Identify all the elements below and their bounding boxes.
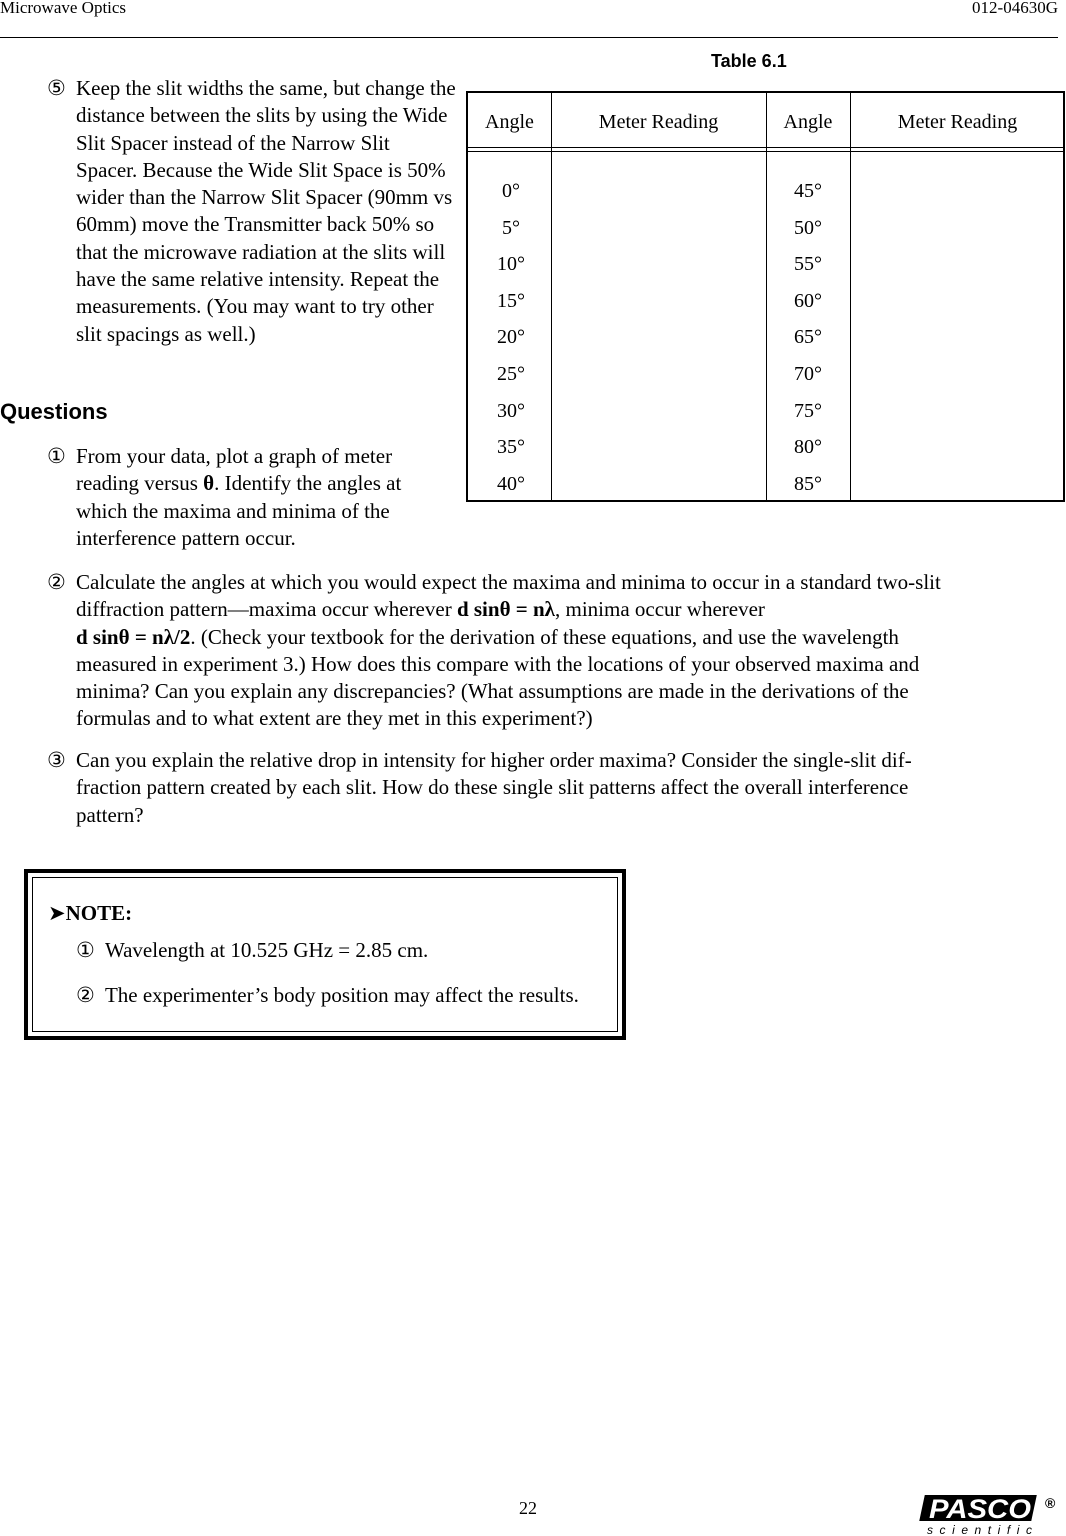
question-3-text: Can you explain the relative drop in intensity for higher order maxima? Consider the single-slit dif-fraction pattern created by each slit. How do these single slit patterns affect the overall interference pattern?: [76, 748, 912, 827]
table-header-rule: [468, 147, 1063, 148]
angle-cell: 60°: [794, 289, 822, 312]
note-item-2-number: ②: [76, 983, 95, 1007]
note-item-1-number: ①: [76, 938, 95, 962]
note-box: [24, 869, 626, 1040]
theta-symbol: θ: [203, 471, 215, 496]
table-title: Table 6.1: [711, 51, 787, 71]
angle-cell: 80°: [794, 436, 822, 459]
question-2-number: ②: [47, 570, 66, 594]
running-header-doc-number: 012-04630G: [972, 0, 1058, 17]
angle-cell: 5°: [502, 216, 520, 239]
table-header-meter-reading: Meter Reading: [598, 111, 719, 133]
angle-column-left: [468, 173, 554, 502]
header-rule: [0, 37, 1058, 38]
registered-mark: ®: [1045, 1495, 1056, 1511]
angle-cell: 35°: [497, 436, 525, 459]
question-2-part: , minima occur wherever: [555, 597, 765, 622]
note-item-2-text: The experimenter’s body position may affect the results.: [104, 983, 579, 1007]
angle-cell: 20°: [497, 326, 525, 349]
angle-cell: 40°: [497, 472, 525, 495]
question-1-text: [76, 443, 446, 552]
maxima-formula: d sinθ = nλ: [456, 597, 555, 622]
angle-cell: 85°: [794, 472, 822, 495]
angle-cell: 75°: [794, 399, 822, 422]
angle-cell: 25°: [497, 362, 525, 385]
angle-cell: 10°: [497, 253, 525, 276]
questions-heading: Questions: [0, 399, 108, 424]
table-header-rule: [468, 151, 1063, 152]
step-5-text: Keep the slit widths the same, but change the distance between the slits by using the Wide Slit Spacer instead of the Narrow Slit Spacer. Because the Wide Slit Space is 50% wider than the Narrow Slit Spacer (90mm vs 60mm) move the Transmitter back 50% so that the microwave radiation at the slits will have the same relative intensity. Repeat the measurements. (You may want to try other slit spacings as well.): [76, 76, 456, 346]
angle-cell: 55°: [794, 253, 822, 276]
angle-cell: 70°: [794, 362, 822, 385]
angle-cell: 30°: [497, 399, 525, 422]
logo-subtitle: scientific: [927, 1523, 1032, 1536]
question-1-part: From your data, plot a graph of meter reading versus: [76, 444, 393, 496]
angle-cell: 65°: [794, 326, 822, 349]
table-header-meter-reading: Meter Reading: [897, 111, 1018, 133]
question-2-part: . (Check your textbook for the derivation of these equations, and use the wavelength measured in experiment 3.) How does this compare with the locations of your observed maxima and minima? Can you explain any discrepancies? (What assumptions are made in the derivations of the formulas and to what extent are they met in this experiment?): [76, 624, 920, 731]
note-item-1: [76, 937, 428, 963]
angle-cell: 50°: [794, 216, 822, 239]
table-divider: [850, 93, 851, 500]
note-label: NOTE:: [65, 901, 133, 925]
angle-cell: 45°: [794, 180, 822, 202]
question-2-part: Calculate the angles at which you would expect the maxima and minima to occur in a standard two-slit diffraction pattern—maxima occur wherever: [76, 570, 941, 622]
pasco-logo: [915, 1494, 1060, 1536]
page-number: 22: [519, 1498, 537, 1518]
note-item-2: [76, 982, 579, 1008]
data-table: [466, 91, 1065, 502]
question-3-number: ③: [47, 748, 66, 772]
table-header-angle: Angle: [783, 111, 833, 133]
arrow-icon: ➤: [48, 901, 66, 925]
question-1-number: ①: [47, 444, 66, 468]
angle-cell: 0°: [502, 180, 520, 202]
note-item-1-text: Wavelength at 10.525 GHz = 2.85 cm.: [104, 938, 429, 962]
question-1-part: . Identify the angles at which the maxima and minima of the interference pattern occur.: [76, 471, 402, 550]
angle-column-right: [766, 173, 850, 502]
table-header-angle: Angle: [485, 111, 534, 133]
angle-cell: 15°: [497, 289, 525, 312]
question-2-text: [76, 569, 966, 733]
running-header-title: Microwave Optics: [0, 0, 127, 17]
note-heading: [48, 900, 132, 926]
step-5-number: ⑤: [47, 76, 66, 100]
note-box-inner: [32, 877, 618, 1032]
logo-wordmark: PASCO: [929, 1494, 1031, 1524]
minima-formula: d sinθ = nλ/2: [76, 624, 191, 649]
